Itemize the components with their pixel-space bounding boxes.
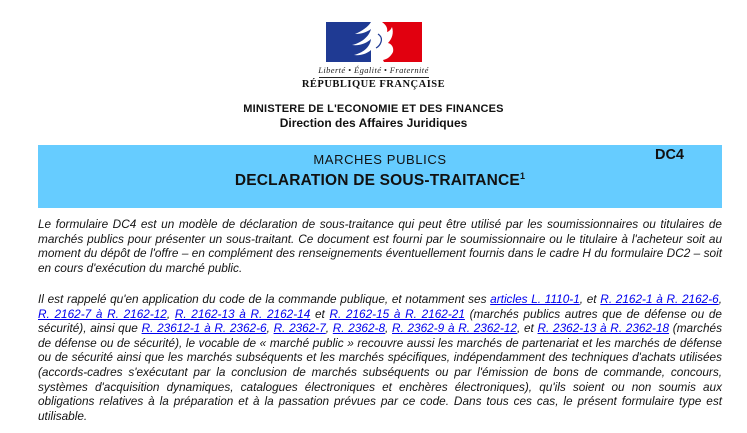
ministry-direction: Direction des Affaires Juridiques xyxy=(279,116,468,130)
legal-text-segment: (marchés publics autres que de défense ou de sécurité), ainsi que xyxy=(38,306,722,336)
law-reference-link[interactable]: articles L. 1110-1 xyxy=(490,292,580,306)
legal-text-segment: , xyxy=(166,306,175,321)
legal-text-segment: , xyxy=(718,292,723,306)
legal-text-segment: , xyxy=(385,321,392,336)
logo-republic-name: RÉPUBLIQUE FRANÇAISE xyxy=(301,79,446,90)
legal-text-segment: Il est rappelé qu'en application du code de la commande publique, et notamment ses xyxy=(38,292,491,306)
marianne-flag-icon xyxy=(326,22,422,62)
law-reference-link[interactable]: R. 2362-13 à R. 2362-18 xyxy=(537,321,670,336)
law-reference-link[interactable]: R. 2162-13 à R. 2162-14 xyxy=(174,306,311,321)
form-title-text: DECLARATION DE SOUS-TRAITANCE xyxy=(234,172,520,189)
law-reference-link[interactable]: R. 2362-7 xyxy=(273,321,326,336)
law-reference-link[interactable]: R. 2162-1 à R. 2162-6 xyxy=(600,292,719,306)
legal-text-segment: , xyxy=(266,321,274,336)
form-code-badge: DC4 xyxy=(654,147,684,163)
form-category: MARCHES PUBLICS xyxy=(313,152,447,167)
french-republic-logo xyxy=(0,22,747,90)
form-title-banner xyxy=(38,145,722,208)
legal-paragraph xyxy=(38,292,722,423)
ministry-block xyxy=(0,103,747,130)
logo-divider xyxy=(319,77,429,78)
law-reference-link[interactable]: R. 2362-9 à R. 2362-12 xyxy=(392,321,517,336)
legal-text-segment: et xyxy=(310,306,330,321)
ministry-name: MINISTERE DE L'ECONOMIE ET DES FINANCES xyxy=(243,103,504,115)
legal-text-segment: , et xyxy=(579,292,601,306)
form-title xyxy=(38,172,722,190)
intro-paragraph: Le formulaire DC4 est un modèle de déclaration de sous-traitance qui peut être utilisé par les soumissionnaires ou titulaires de marchés publics pour présenter un sous-traitant. Ce document est fourni par le soumissionnaire ou le titulaire à l'acheteur soit au moment du dépôt de l'offre – en complément des renseignements éventuellement fournis dans le cadre H du formulaire DC2 – soit en cours d'exécution du marché public. xyxy=(38,217,722,275)
legal-text-segment: , xyxy=(325,321,333,336)
logo-motto: Liberté • Égalité • Fraternité xyxy=(318,65,429,75)
law-reference-link[interactable]: R. 23612-1 à R. 2362-6 xyxy=(141,321,267,336)
legal-text-segment: , et xyxy=(517,321,538,336)
law-reference-link[interactable]: R. 2162-15 à R. 2162-21 xyxy=(329,306,465,321)
law-reference-link[interactable]: R. 2162-7 à R. 2162-12 xyxy=(38,306,167,321)
law-reference-link[interactable]: R. 2362-8 xyxy=(332,321,386,336)
legal-text-segment: (marchés de défense ou de sécurité), le vocable de « marché public » recouvre aussi les marchés de partenariat et les marchés de défense ou de sécurité ainsi que les marchés subséquents et les marchés spécifiques, indépendamment des techniques d'achats utilisées (accords-cadres s'exécutant par la conclusion de marchés subséquents ou par l'émission de bons de commande, concours, systèmes d'acquisition dynamiques, catalogues électroniques et enchères électroniques), qu'ils soient ou non soumis aux obligations relatives à la préparation et à la passation prévues par ce code. Dans tous ces cas, le présent formulaire type est utilisable. xyxy=(38,321,722,423)
form-title-footnote-ref: 1 xyxy=(519,170,526,181)
